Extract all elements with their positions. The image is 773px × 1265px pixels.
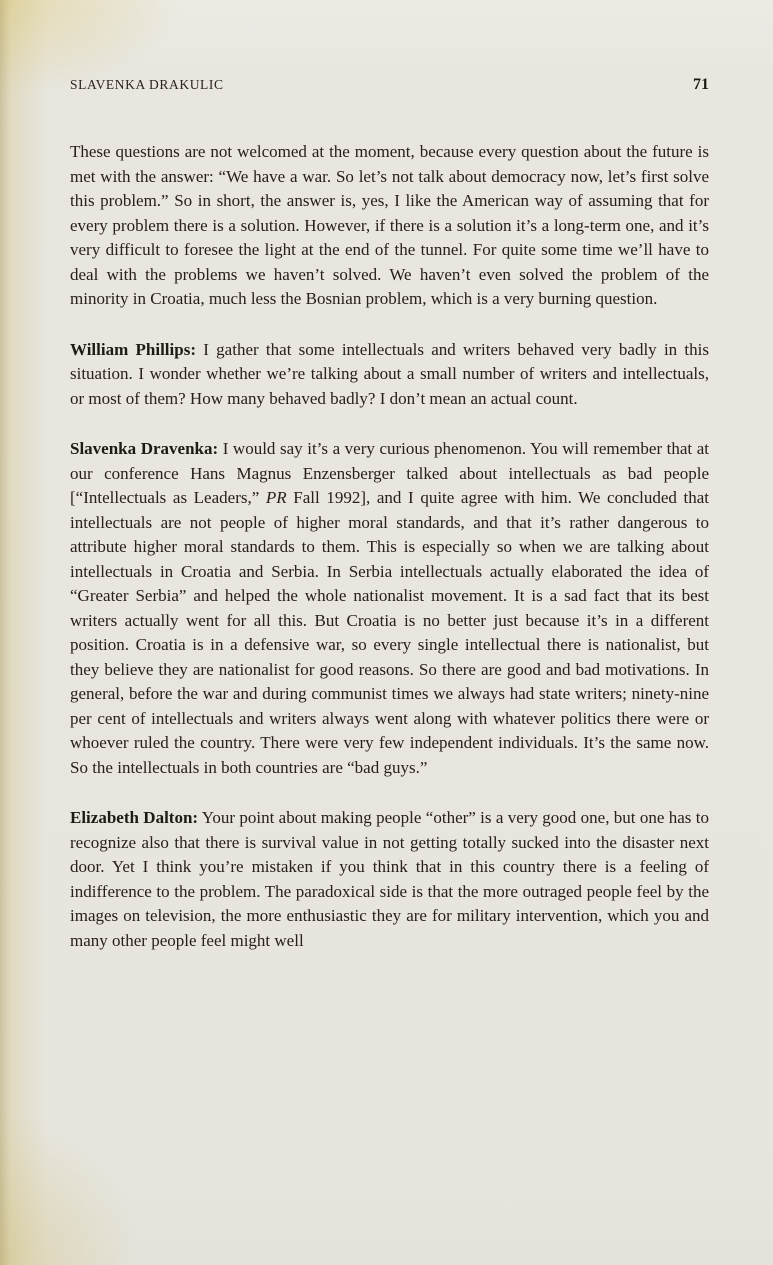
paragraph-text: I gather that some intellectuals and writers behaved very badly in this situation. I wonder whether we’re talking about a small number of writers and intellectuals, or most of them? How many behaved badly? I don’t mean an actual count. xyxy=(70,339,709,408)
paragraph-text: Fall 1992], and I quite agree with him. We concluded that intellectuals are not people of higher moral standards, and that it’s rather dangerous to attribute higher moral standards to them. This is especially so when we are talking about intellectuals in Croatia and Serbia. In Serbia intellectuals actually elaborated the idea of “Greater Serbia” and helped the whole nationalist movement. It is a sad fact that its best writers actually went for all this. But Croatia is no better just because it’s in a different position. Croatia is in a defensive war, so every single intellectual there is nationalist, but they believe they are nationalist for good reasons. So there are good and bad motivations. In general, before the war and during communist times we always had state writers; ninety-nine per cent of intellectuals and writers always went along with whatever politics there were or whoever ruled the country. There were very few independent individuals. It’s the same now. So the intellectuals in both countries are “bad guys.” xyxy=(70,488,709,777)
paragraph xyxy=(70,338,709,412)
journal-abbreviation: PR xyxy=(265,488,287,507)
paragraph-text: These questions are not welcomed at the moment, because every question about the future is met with the answer: “We have a war. So let’s not talk about democracy now, let’s first solve this problem.” So in short, the answer is, yes, I like the American way of assuming that for every problem there is a solution. However, if there is a solution it’s a long-term one, and it’s very difficult to foresee the light at the end of the tunnel. For quite some time we’ll have to deal with the problems we haven’t solved. We haven’t even solved the problem of the minority in Croatia, much less the Bosnian problem, which is a very burning question. xyxy=(70,142,709,308)
running-title: SLAVENKA DRAKULIC xyxy=(70,77,224,92)
page-body xyxy=(0,140,773,953)
paragraph-text: I would say it’s a very curious phenomenon. You will remember that at our conference Hans Magnus Enzensberger talked about intellectuals as bad people [“Intellectuals as Leaders,” xyxy=(70,439,709,507)
page-header xyxy=(0,0,773,94)
speaker-name: William Phillips: xyxy=(70,339,196,359)
speaker-name: Elizabeth Dalton: xyxy=(70,808,199,827)
paragraph-text: Your point about making people “other” is a very good one, but one has to recognize also that there is survival value in not getting totally sucked into the disaster next door. Yet I think you’re mistaken if you think that in this country there is a feeling of indifference to the problem. The paradoxical side is that the more outraged people feel by the images on television, the more enthusiastic they are for military intervention, which you and many other people feel might well xyxy=(70,808,709,950)
paragraph xyxy=(70,140,709,312)
paragraph xyxy=(70,806,709,953)
paragraph xyxy=(70,437,709,780)
speaker-name: Slavenka Dravenka: xyxy=(70,439,219,458)
page-number: 71 xyxy=(693,76,709,93)
